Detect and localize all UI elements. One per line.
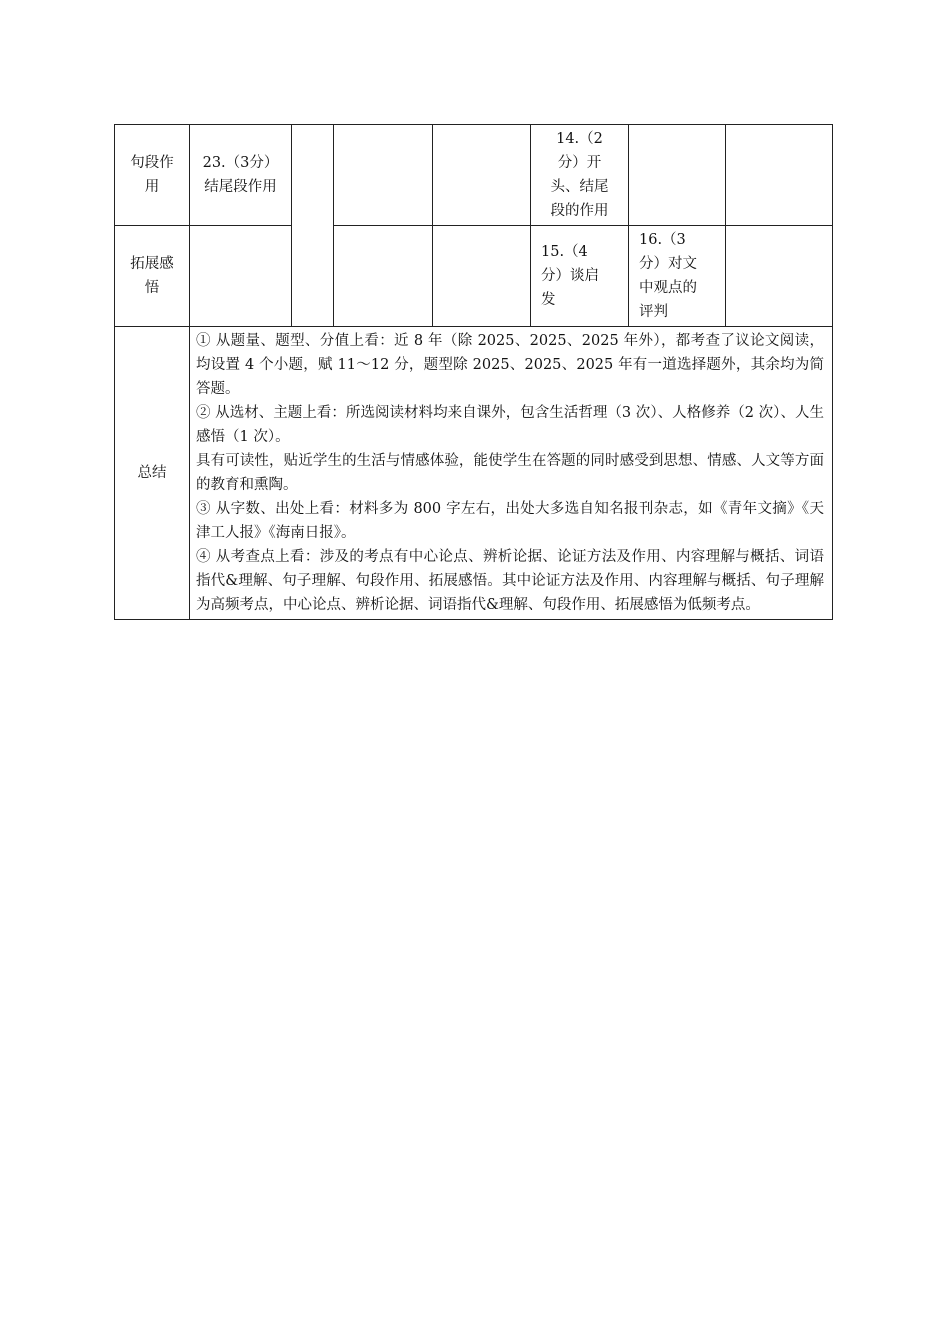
table-cell	[531, 226, 629, 327]
table-cell	[629, 125, 726, 226]
table-cell	[334, 125, 433, 226]
table-cell	[726, 125, 833, 226]
row-label-cell	[115, 125, 190, 226]
row-label-cell	[115, 226, 190, 327]
table-cell	[190, 125, 292, 226]
summary-label: 总结	[137, 465, 167, 481]
summary-paragraph: 具有可读性，贴近学生的生活与情感体验，能使学生在答题的同时感受到思想、情感、人文等方面的教育和熏陶。	[196, 453, 824, 493]
row-label: 句段作用	[130, 155, 174, 195]
table-cell	[726, 226, 833, 327]
summary-label-cell	[115, 327, 190, 620]
summary-paragraph: ④ 从考查点上看：涉及的考点有中心论点、辨析论据、论证方法及作用、内容理解与概括、词语指代&理解、句子理解、句段作用、拓展感悟。其中论证方法及作用、内容理解与概括、句子理解为高频考点，中心论点、辨析论据、词语指代&理解、句段作用、拓展感悟为低频考点。	[196, 549, 824, 613]
cell-text: 23.（3分）结尾段作用	[202, 155, 279, 195]
cell-text: 16.（3分）对文中观点的评判	[639, 232, 697, 320]
table-cell	[629, 226, 726, 327]
table-cell	[531, 125, 629, 226]
cell-text: 15.（4分）谈启发	[541, 244, 599, 308]
summary-body	[190, 327, 833, 620]
table-cell	[433, 125, 531, 226]
table-cell	[334, 226, 433, 327]
exam-analysis-table	[114, 124, 833, 620]
table-cell	[190, 226, 292, 327]
table-cell	[292, 125, 334, 327]
summary-row	[115, 327, 833, 620]
summary-paragraph: ② 从选材、主题上看：所选阅读材料均来自课外，包含生活哲理（3 次）、人格修养（2 次）、人生感悟（1 次）。	[196, 405, 824, 445]
table-cell	[433, 226, 531, 327]
summary-paragraph: ① 从题量、题型、分值上看：近 8 年（除 2025、2025、2025 年外），都考查了议论文阅读，均设置 4 个小题，赋 11～12 分，题型除 2025、2025、2025 年有一道选择题外，其余均为简答题。	[196, 333, 824, 397]
table-row	[115, 226, 833, 327]
cell-text: 14.（2分）开头、结尾段的作用	[550, 131, 609, 219]
row-label: 拓展感悟	[130, 256, 174, 296]
summary-paragraph: ③ 从字数、出处上看：材料多为 800 字左右，出处大多选自知名报刊杂志，如《青年文摘》《天津工人报》《海南日报》。	[196, 501, 824, 541]
table-row	[115, 125, 833, 226]
